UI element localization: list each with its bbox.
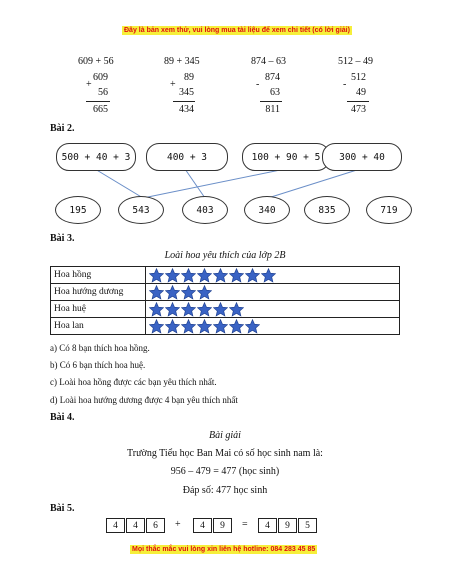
digit-box: 4 xyxy=(106,518,125,533)
calc-result: 434 xyxy=(179,104,194,115)
star-icon xyxy=(165,268,180,283)
solution-heading: Bài giải xyxy=(209,430,241,441)
star-icon xyxy=(213,268,228,283)
preview-banner: Đây là bản xem thử, vui lòng mua tài liệu để xem chi tiết (có lời giải) xyxy=(124,27,350,34)
star-icon xyxy=(197,268,212,283)
star-icon xyxy=(165,319,180,334)
expression-box: 400 + 3 xyxy=(146,143,228,171)
calc-operand-a: 874 xyxy=(265,72,280,83)
answer-line: d) Loài hoa hướng dương được 4 bạn yêu thích nhất xyxy=(50,395,238,405)
star-icon xyxy=(181,302,196,317)
expression-box: 300 + 40 xyxy=(322,143,402,171)
bai4-title: Bài 4. xyxy=(50,412,75,423)
solution-line: 956 – 479 = 477 (học sinh) xyxy=(170,466,280,477)
answer-line: b) Có 6 bạn thích hoa huệ. xyxy=(50,360,146,370)
star-icon xyxy=(197,302,212,317)
pictograph-table xyxy=(50,266,400,335)
answer-line: c) Loài hoa hồng được các bạn yêu thích nhất. xyxy=(50,377,217,387)
calc-expression: 89 + 345 xyxy=(164,56,200,67)
bai2-title: Bài 2. xyxy=(50,123,75,134)
star-icon xyxy=(197,319,212,334)
star-cell xyxy=(146,301,400,318)
star-icon xyxy=(197,285,212,300)
pictograph-row xyxy=(51,301,400,318)
calc-operand-a: 89 xyxy=(184,72,194,83)
plus-sign: + xyxy=(175,519,181,530)
star-icon xyxy=(149,302,164,317)
digit-box: 4 xyxy=(126,518,145,533)
bai3-title: Bài 3. xyxy=(50,233,75,244)
digit-box: 9 xyxy=(278,518,297,533)
calc-operand-b: 49 xyxy=(356,87,366,98)
solution-line: Trường Tiểu học Ban Mai có số học sinh nam là: xyxy=(127,448,323,459)
star-icon xyxy=(245,268,260,283)
calc-operand-b: 345 xyxy=(179,87,194,98)
calc-operand-a: 609 xyxy=(93,72,108,83)
table-caption: Loài hoa yêu thích của lớp 2B xyxy=(164,250,286,261)
star-icon xyxy=(261,268,276,283)
plus-sign: + xyxy=(170,79,176,90)
minus-sign: - xyxy=(343,79,347,90)
match-line xyxy=(95,169,143,198)
star-icon xyxy=(149,319,164,334)
star-icon xyxy=(181,319,196,334)
digit-box: 4 xyxy=(258,518,277,533)
star-icon xyxy=(229,302,244,317)
star-cell xyxy=(146,284,400,301)
star-icon xyxy=(181,285,196,300)
star-icon xyxy=(245,319,260,334)
solution-answer: Đáp số: 477 học sinh xyxy=(182,485,268,496)
star-icon xyxy=(149,268,164,283)
plus-sign: + xyxy=(86,79,92,90)
match-line xyxy=(268,169,360,198)
digit-box: 9 xyxy=(213,518,232,533)
number-ellipse: 403 xyxy=(182,196,228,224)
digit-box: 6 xyxy=(146,518,165,533)
calc-result: 665 xyxy=(93,104,108,115)
number-ellipse: 719 xyxy=(366,196,412,224)
number-ellipse: 835 xyxy=(304,196,350,224)
calc-expression: 874 – 63 xyxy=(251,56,286,67)
star-icon xyxy=(149,285,164,300)
hotline-banner: Mọi thắc mắc vui lòng xin liên hệ hotline: 084 283 45 85 xyxy=(132,546,316,553)
star-icon xyxy=(213,319,228,334)
pictograph-row xyxy=(51,284,400,301)
number-ellipse: 340 xyxy=(244,196,290,224)
star-cell xyxy=(146,267,400,284)
minus-sign: - xyxy=(256,79,260,90)
star-icon xyxy=(165,285,180,300)
match-line xyxy=(185,169,205,198)
star-icon xyxy=(229,319,244,334)
flower-name: Hoa huệ xyxy=(51,301,146,318)
calc-expression: 512 – 49 xyxy=(338,56,373,67)
flower-name: Hoa lan xyxy=(51,318,146,335)
calc-result: 811 xyxy=(265,104,280,115)
digit-box: 5 xyxy=(298,518,317,533)
star-icon xyxy=(165,302,180,317)
calc-expression: 609 + 56 xyxy=(78,56,114,67)
expression-box: 500 + 40 + 3 xyxy=(56,143,136,171)
star-icon xyxy=(213,302,228,317)
pictograph-row xyxy=(51,318,400,335)
calc-operand-a: 512 xyxy=(351,72,366,83)
star-cell xyxy=(146,318,400,335)
pictograph-row xyxy=(51,267,400,284)
number-ellipse: 195 xyxy=(55,196,101,224)
flower-name: Hoa hướng dương xyxy=(51,284,146,301)
star-icon xyxy=(229,268,244,283)
flower-name: Hoa hồng xyxy=(51,267,146,284)
answer-line: a) Có 8 bạn thích hoa hồng. xyxy=(50,343,150,353)
number-ellipse: 543 xyxy=(118,196,164,224)
digit-box: 4 xyxy=(193,518,212,533)
calc-operand-b: 63 xyxy=(270,87,280,98)
expression-box: 100 + 90 + 5 xyxy=(242,143,330,171)
star-icon xyxy=(181,268,196,283)
calc-result: 473 xyxy=(351,104,366,115)
match-line xyxy=(143,169,285,198)
equals-sign: = xyxy=(242,519,248,530)
bai5-title: Bài 5. xyxy=(50,503,75,514)
calc-operand-b: 56 xyxy=(98,87,108,98)
